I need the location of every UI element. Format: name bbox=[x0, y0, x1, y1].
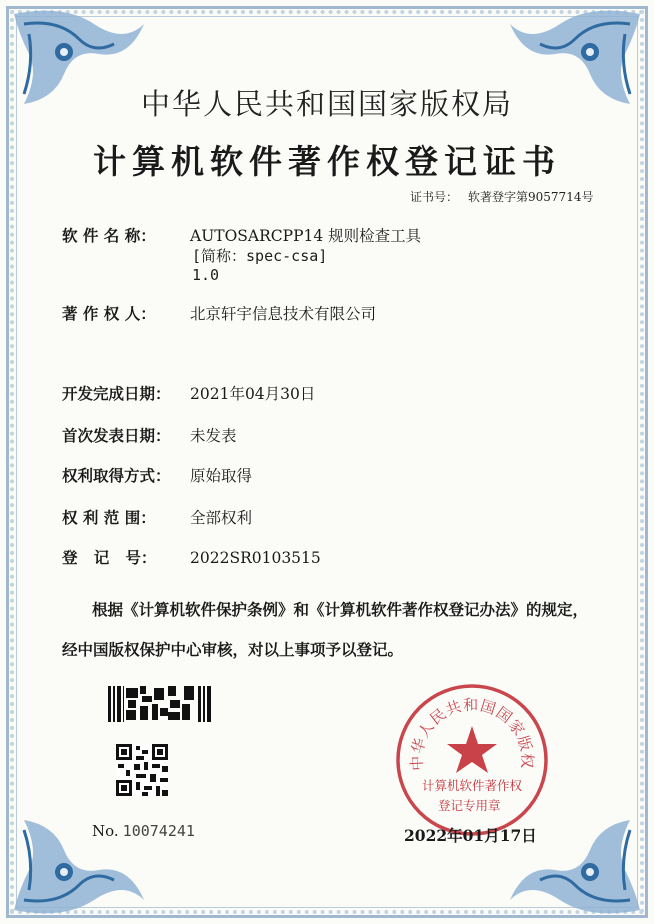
software-name-label: 软 件 名 称： bbox=[62, 226, 156, 245]
completion-date-label: 开发完成日期： bbox=[62, 384, 171, 403]
software-name-row bbox=[62, 224, 421, 246]
certificate-title: 计算机软件著作权登记证书 bbox=[93, 142, 561, 181]
software-short-name: [简称：spec-csa] bbox=[192, 247, 328, 265]
seal-ring-text: 中华人民共和国国家版权 bbox=[407, 695, 537, 772]
registration-number-label: 登 记 号： bbox=[62, 548, 157, 567]
software-version: 1.0 bbox=[192, 266, 220, 284]
software-name-value: AUTOSARCPP14 规则检查工具 bbox=[190, 227, 422, 245]
barcode bbox=[108, 686, 214, 722]
completion-date-value: 2021年04月30日 bbox=[190, 385, 316, 403]
scope-row bbox=[62, 506, 252, 528]
serial-number bbox=[92, 822, 195, 840]
scope-label: 权 利 范 围： bbox=[62, 508, 156, 527]
certificate-number-label: 证书号： bbox=[410, 190, 459, 204]
certificate-number-value: 软著登字第9057714号 bbox=[468, 190, 594, 204]
completion-date-row bbox=[62, 382, 315, 404]
seal-line-1: 计算机软件著作权 bbox=[422, 778, 523, 793]
publish-date-value: 未发表 bbox=[190, 427, 237, 445]
scope-value: 全部权利 bbox=[190, 509, 253, 527]
certificate-number bbox=[410, 188, 593, 205]
statement-paragraph: 根据《计算机软件保护条例》和《计算机软件著作权登记办法》的规定，经中国版权保护中心审核，对以上事项予以登记。 bbox=[62, 600, 589, 659]
owner-row bbox=[62, 302, 376, 324]
serial-number-value: 10074241 bbox=[122, 822, 195, 840]
publish-date-row bbox=[62, 424, 237, 446]
qr-code bbox=[116, 744, 168, 796]
official-seal bbox=[394, 682, 550, 838]
registration-number-value: 2022SR0103515 bbox=[190, 549, 321, 567]
issuer-title: 中华人民共和国国家版权局 bbox=[140, 87, 513, 121]
serial-number-label: No. bbox=[92, 822, 119, 840]
issue-date: 2022年01月17日 bbox=[404, 826, 537, 845]
publish-date-label: 首次发表日期： bbox=[62, 426, 171, 445]
owner-label: 著 作 权 人： bbox=[62, 304, 156, 323]
seal-line-2: 登记专用章 bbox=[438, 798, 501, 813]
star-icon bbox=[447, 726, 497, 773]
acquire-method-label: 权利取得方式： bbox=[62, 466, 171, 485]
owner-value: 北京轩宇信息技术有限公司 bbox=[190, 305, 377, 323]
acquire-method-row bbox=[62, 464, 252, 486]
acquire-method-value: 原始取得 bbox=[190, 467, 253, 485]
registration-number-row bbox=[62, 546, 321, 568]
